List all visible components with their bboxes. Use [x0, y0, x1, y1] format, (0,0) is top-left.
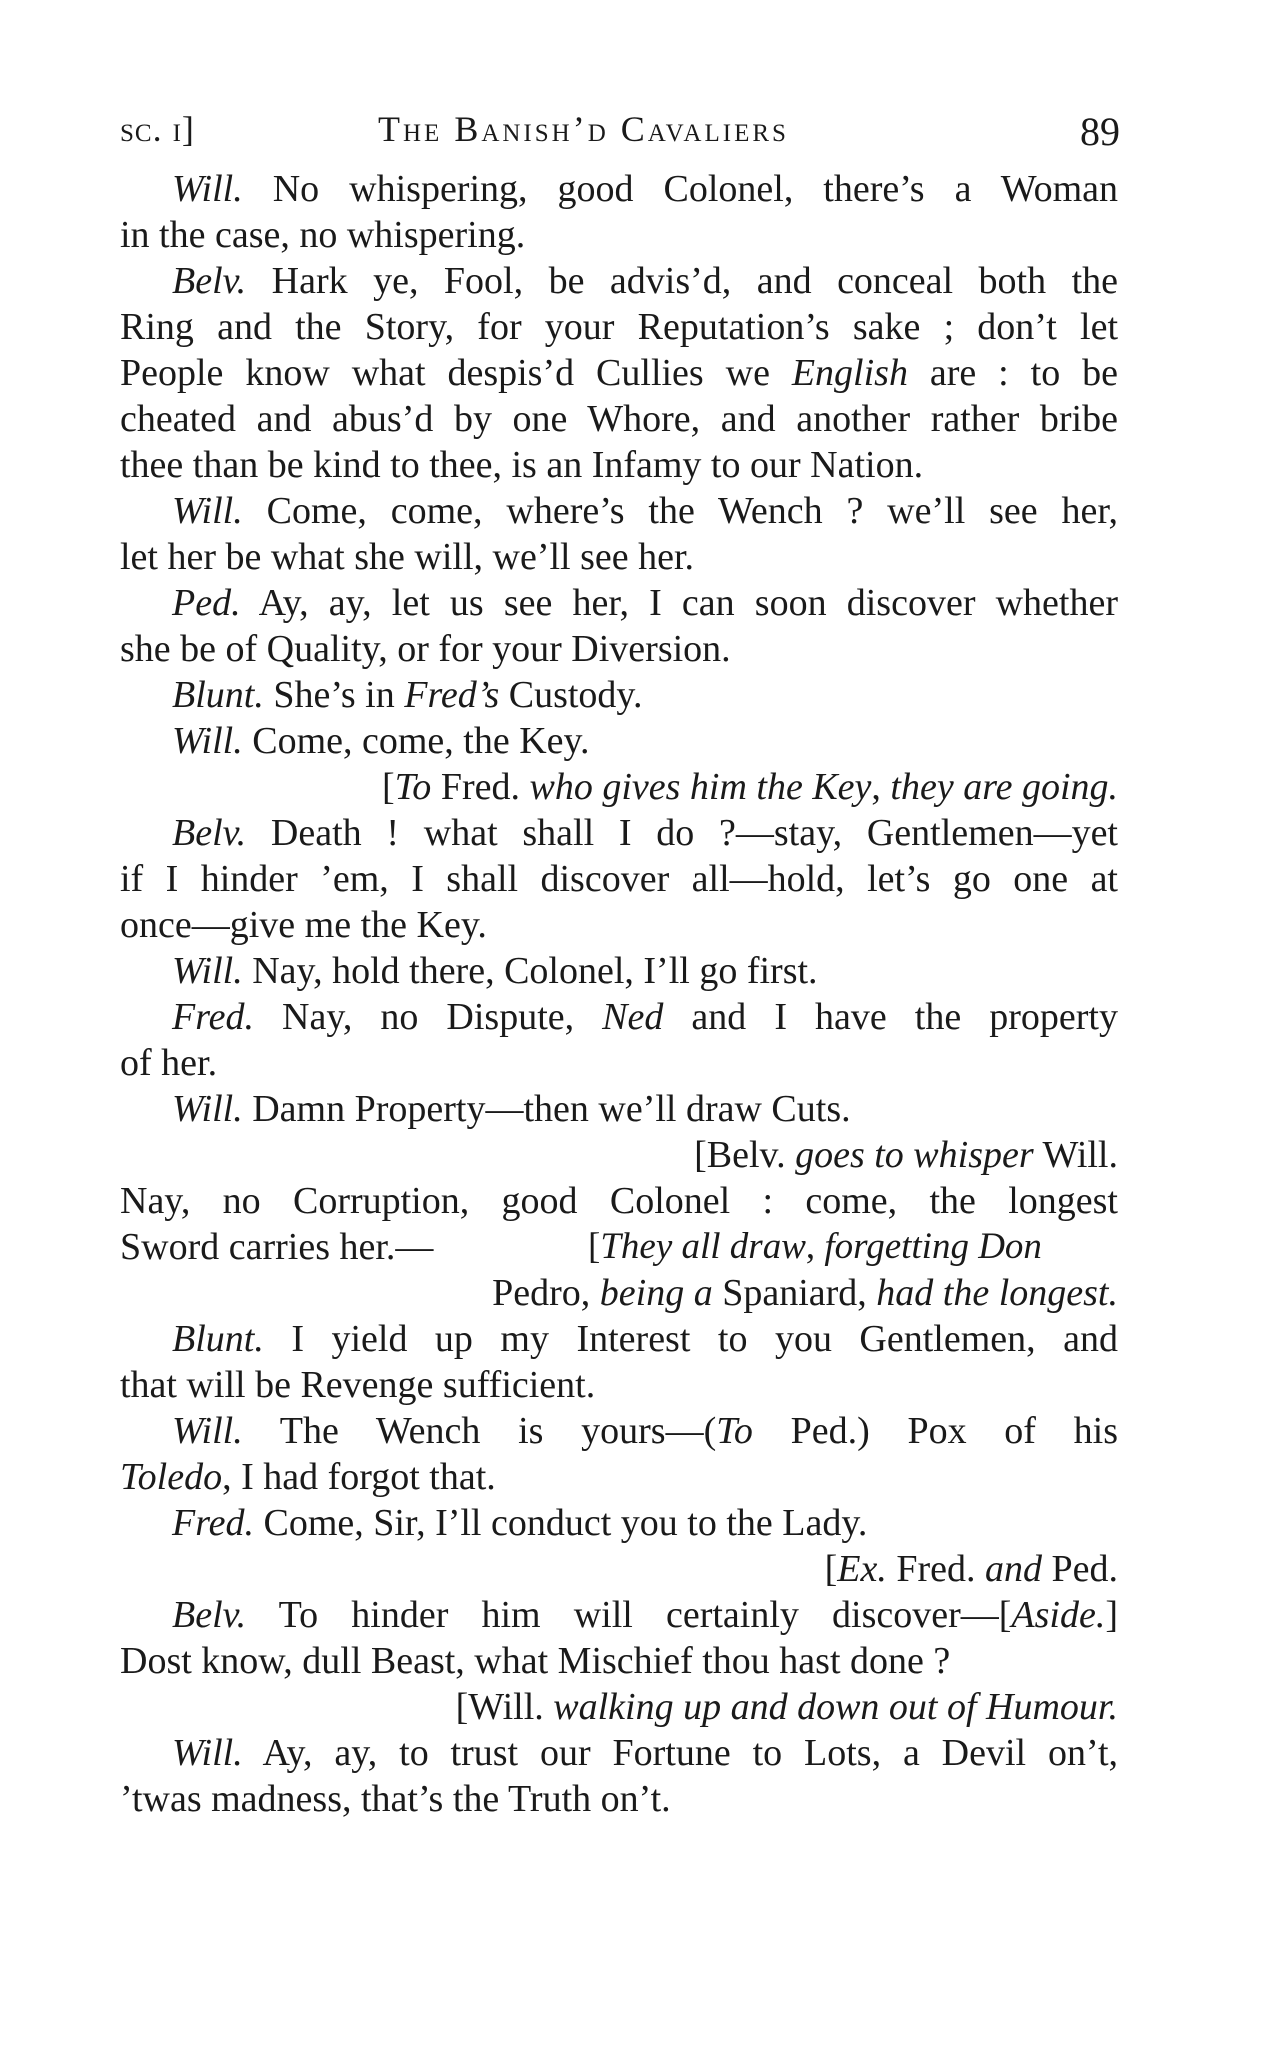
speaker-name: Will. [172, 720, 243, 762]
stage-direction: [Ex. Fred. and Ped. [824, 1548, 1118, 1590]
text-line: Will. No whispering, good Colonel, there’s a Woman [172, 168, 1118, 210]
stage-direction: Pedro, being a Spaniard, had the longest. [492, 1272, 1118, 1314]
text-line: Belv. Death ! what shall I do ?—stay, Gentlemen—yet [172, 812, 1118, 854]
speaker-name: Will. [172, 1732, 243, 1774]
text-line: ’twas madness, that’s the Truth on’t. [120, 1778, 671, 1820]
text-line: Blunt. I yield up my Interest to you Gentlemen, and [172, 1318, 1118, 1360]
text-line: Ped. Ay, ay, let us see her, I can soon discover whether [172, 582, 1118, 624]
speaker-name: Will. [172, 1410, 243, 1452]
running-header [120, 108, 1120, 158]
stage-direction: [Belv. goes to whisper Will. [694, 1134, 1118, 1176]
text-line: once—give me the Key. [120, 904, 487, 946]
text-line: Nay, no Corruption, good Colonel : come, the longest [120, 1180, 1118, 1222]
play-text [120, 166, 1118, 1822]
running-title: The Banish’d Cavaliers [378, 109, 789, 149]
text-line: Will. Nay, hold there, Colonel, I’ll go first. [172, 950, 818, 992]
text-line: Ring and the Story, for your Reputation’s sake ; don’t let [120, 306, 1118, 348]
text-line: Will. Ay, ay, to trust our Fortune to Lots, a Devil on’t, [172, 1732, 1118, 1774]
text-line: of her. [120, 1042, 218, 1084]
text-line: Will. Damn Property—then we’ll draw Cuts. [172, 1088, 851, 1130]
text-line: Will. The Wench is yours—(To Ped.) Pox of his [172, 1410, 1118, 1452]
stage-direction: [They all draw, forgetting Don [588, 1226, 1042, 1267]
speaker-name: Fred. [172, 1502, 254, 1544]
text-line: let her be what she will, we’ll see her. [120, 536, 695, 578]
text-line: she be of Quality, or for your Diversion. [120, 628, 731, 670]
text-line: Belv. Hark ye, Fool, be advis’d, and conceal both the [172, 260, 1118, 302]
stage-direction: [Will. walking up and down out of Humour. [455, 1686, 1118, 1728]
text-line: People know what despis’d Cullies we English are : to be [120, 352, 1118, 394]
text-line: Sword carries her.— [They all draw, forgetting Don [120, 1226, 1042, 1268]
text-line: Dost know, dull Beast, what Mischief thou hast done ? [120, 1640, 951, 1682]
stage-direction: [To Fred. who gives him the Key, they are going. [382, 766, 1118, 808]
speaker-name: Belv. [172, 260, 247, 302]
text-line: Will. Come, come, the Key. [172, 720, 590, 762]
text-line: thee than be kind to thee, is an Infamy to our Nation. [120, 444, 924, 486]
speaker-name: Blunt. [172, 674, 264, 716]
text-line: Belv. To hinder him will certainly discover—[Aside.] [172, 1594, 1118, 1636]
text-line: Blunt. She’s in Fred’s Custody. [172, 674, 643, 716]
speaker-name: Will. [172, 950, 243, 992]
speaker-name: Fred. [172, 996, 254, 1038]
speaker-name: Belv. [172, 1594, 247, 1636]
speaker-name: Blunt. [172, 1318, 264, 1360]
text-line: if I hinder ’em, I shall discover all—hold, let’s go one at [120, 858, 1118, 900]
text-line: Fred. Nay, no Dispute, Ned and I have the property [172, 996, 1118, 1038]
speaker-name: Ped. [172, 582, 241, 624]
section-label: sc. i] [120, 109, 195, 149]
page-number: 89 [1080, 109, 1120, 154]
text-line: that will be Revenge sufficient. [120, 1364, 596, 1406]
text-line: in the case, no whispering. [120, 214, 526, 256]
speaker-name: Will. [172, 1088, 243, 1130]
speaker-name: Will. [172, 168, 243, 210]
text-line: Toledo, I had forgot that. [120, 1456, 496, 1498]
text-line: Will. Come, come, where’s the Wench ? we’ll see her, [172, 490, 1118, 532]
text-line: cheated and abus’d by one Whore, and another rather bribe [120, 398, 1118, 440]
speaker-name: Belv. [172, 812, 247, 854]
text-line: Fred. Come, Sir, I’ll conduct you to the Lady. [172, 1502, 868, 1544]
speaker-name: Will. [172, 490, 243, 532]
